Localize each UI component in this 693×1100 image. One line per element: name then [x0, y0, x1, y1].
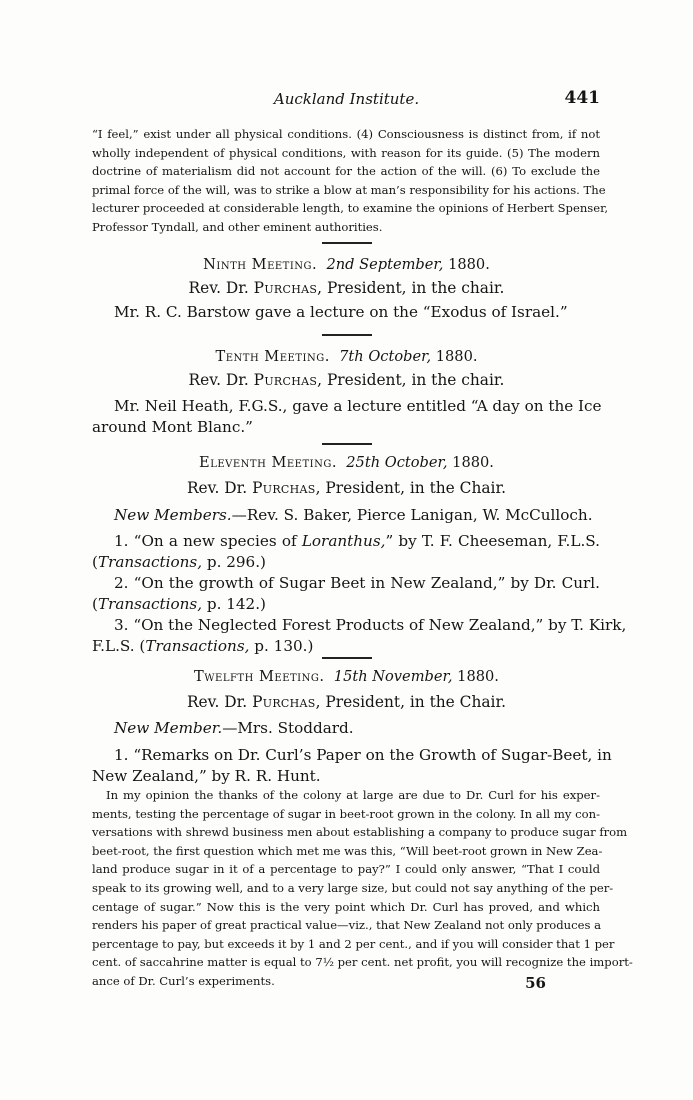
ref-text: ( [92, 553, 98, 571]
meeting-year: 1880. [443, 256, 490, 273]
paper-reference [92, 594, 600, 615]
ref-text: F.L.S. ( [92, 637, 146, 655]
new-member-line [92, 718, 600, 739]
text-line: cent. of saccahrine matter is equal to 7½ per cent. net profit, you will recognize the import- [92, 955, 633, 970]
text-line: renders his paper of great practical value—viz., that New Zealand not only produces a [92, 918, 602, 933]
new-members-line [92, 505, 600, 526]
chair-prefix: Rev. Dr. [186, 479, 253, 497]
paper-text: 1. “On a new species of [114, 532, 302, 550]
text-line: Professor Tyndall, and other eminent authorities. [92, 219, 383, 234]
chair-prefix: Rev. Dr. [188, 371, 254, 389]
twelfth-meeting-paper-body [92, 786, 633, 991]
paper-text: 3. “On the Neglected Forest Products of New Zealand,” by T. Kirk, [114, 616, 627, 634]
text-line: In my opinion the thanks of the colony at large are due to Dr. Curl for his exper- [106, 788, 600, 802]
paper-item [92, 531, 600, 552]
eleventh-meeting-body [92, 505, 627, 657]
tenth-meeting-chair [0, 371, 693, 389]
chair-suffix: , President, in the chair. [317, 279, 505, 297]
ninth-meeting-text [92, 302, 600, 323]
meeting-title: Tenth Meeting. [215, 348, 330, 365]
meeting-year: 1880. [431, 348, 478, 365]
paper-reference [92, 552, 600, 573]
page-header [0, 88, 693, 110]
chair-suffix: , President, in the Chair. [315, 693, 507, 711]
member-label: New Member. [114, 719, 223, 737]
twelfth-meeting-heading [0, 668, 693, 685]
chair-suffix: , President, in the Chair. [315, 479, 507, 497]
paper-italic: Loranthus, [301, 532, 386, 550]
meeting-year: 1880. [452, 668, 499, 685]
paper-text: 2. “On the growth of Sugar Beet in New Zealand,” by Dr. Curl. [114, 574, 600, 592]
meeting-title: Twelfth Meeting. [194, 668, 325, 685]
members-text: —Rev. S. Baker, Pierce Lanigan, W. McCulloch. [231, 506, 593, 524]
meeting-date: 15th November, [333, 668, 453, 685]
text-line: Mr. Neil Heath, F.G.S., gave a lecture entitled “A day on the Ice [114, 397, 602, 415]
text-line: primal force of the will, was to strike a blow at man’s responsibility for his actions. The [92, 182, 606, 197]
chair-suffix: , President, in the chair. [317, 371, 505, 389]
tenth-meeting-heading [0, 348, 693, 365]
text-line: wholly independent of physical conditions, with reason for its guide. (5) The modern [92, 145, 600, 160]
divider [322, 334, 372, 336]
meeting-title: Eleventh Meeting. [199, 454, 337, 471]
meeting-title: Ninth Meeting. [203, 256, 318, 273]
chair-name: Purchas [252, 479, 316, 497]
signature-mark: 56 [525, 974, 546, 992]
paper-item [92, 573, 600, 594]
eleventh-meeting-chair [0, 479, 693, 497]
text-line: Mr. R. C. Barstow gave a lecture on the “Exodus of Israel.” [114, 303, 568, 321]
page-number: 441 [564, 88, 600, 108]
members-label: New Members. [114, 506, 232, 524]
paper-item: 1. “Remarks on Dr. Curl’s Paper on the Growth of Sugar-Beet, in [114, 746, 612, 764]
ref-italic: Transactions, [97, 553, 203, 571]
tenth-meeting-text [92, 396, 600, 438]
chair-name: Purchas [252, 693, 316, 711]
meeting-year: 1880. [447, 454, 494, 471]
running-title: Auckland Institute. [273, 90, 420, 108]
text-line: speak to its growing well, and to a very large size, but could not say anything of the per- [92, 880, 614, 895]
chair-name: Purchas [253, 371, 318, 389]
member-text: —Mrs. Stoddard. [222, 719, 354, 737]
text-line: percentage to pay, but exceeds it by 1 and 2 per cent., and if you will consider that 1 per [92, 936, 615, 951]
chair-prefix: Rev. Dr. [188, 279, 254, 297]
eleventh-meeting-heading [0, 454, 693, 471]
twelfth-meeting-chair [0, 693, 693, 711]
ninth-meeting-chair [0, 279, 693, 297]
paper-item: New Zealand,” by R. R. Hunt. [92, 767, 321, 785]
chair-name: Purchas [253, 279, 318, 297]
text-line: doctrine of materialism did not account for the action of the will. (6) To exclude the [92, 164, 600, 179]
text-line: centage of sugar.” Now this is the very point which Dr. Curl has proved, and which [92, 899, 600, 914]
ref-text: p. 142.) [202, 595, 266, 613]
ref-text: p. 296.) [202, 553, 266, 571]
meeting-date: 7th October, [339, 348, 432, 365]
text-line: ments, testing the percentage of sugar in beet-root grown in the colony. In all my con- [92, 806, 600, 821]
ref-text: p. 130.) [249, 637, 314, 655]
ref-italic: Transactions, [97, 595, 203, 613]
chair-prefix: Rev. Dr. [186, 693, 253, 711]
ref-italic: Transactions, [145, 637, 250, 655]
meeting-date: 25th October, [346, 454, 448, 471]
text-line: beet-root, the first question which met me was this, “Will beet-root grown in New Zea- [92, 843, 603, 858]
text-line: ance of Dr. Curl’s experiments. [92, 973, 275, 988]
paper-item [92, 615, 627, 636]
text-line: “I feel,” exist under all physical conditions. (4) Consciousness is distinct from, if not [92, 127, 600, 141]
twelfth-meeting-body [92, 718, 612, 787]
text-line: lecturer proceeded at considerable length, to examine the opinions of Herbert Spenser, [92, 201, 609, 216]
ref-text: ( [92, 595, 98, 613]
paper-text: ” by T. F. Cheeseman, F.L.S. [385, 532, 600, 550]
meeting-date: 2nd September, [326, 256, 444, 273]
text-line: around Mont Blanc.” [92, 418, 253, 436]
divider [322, 657, 372, 659]
divider [322, 443, 372, 445]
divider [322, 242, 372, 244]
ninth-meeting-heading [0, 256, 693, 273]
text-line: versations with shrewd business men about establishing a company to produce sugar from [92, 825, 628, 840]
paper-reference [92, 636, 600, 657]
text-line: land produce sugar in it of a percentage to pay?” I could only answer, “That I could [92, 862, 600, 877]
intro-paragraph [92, 125, 609, 237]
